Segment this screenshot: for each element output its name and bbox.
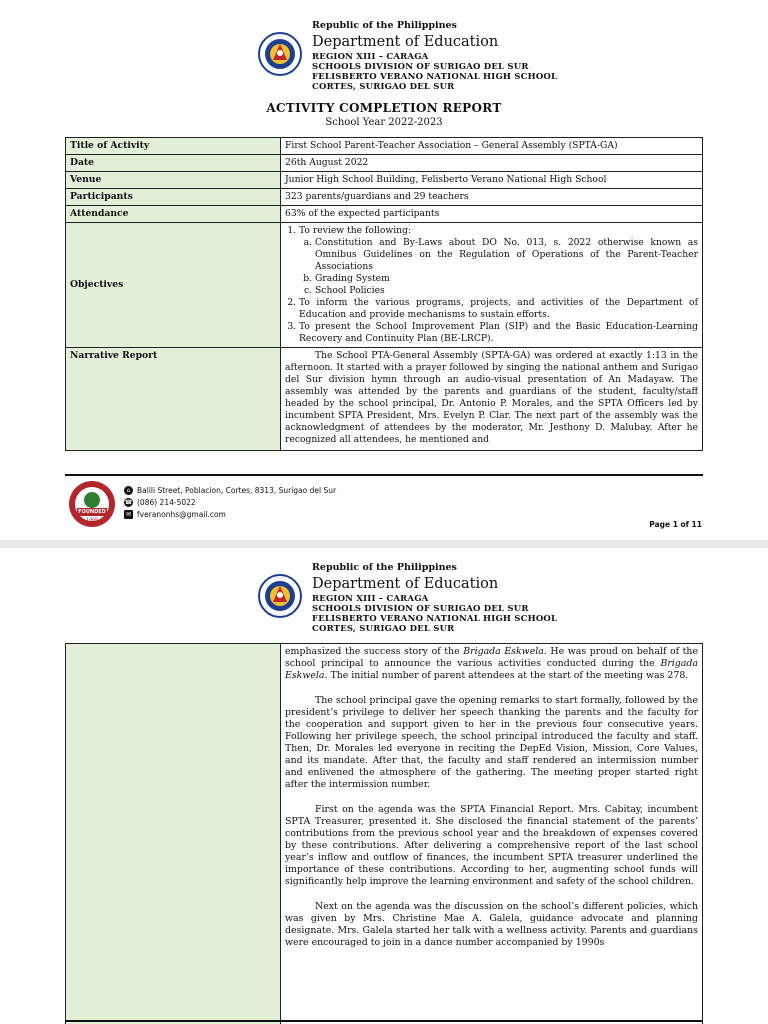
- division-label: SCHOOLS DIVISION OF SURIGAO DEL SUR: [312, 62, 529, 72]
- sub-objectives-list: [299, 237, 698, 297]
- document-page-2: [0, 548, 768, 1024]
- objectives-label: Objectives: [66, 223, 281, 348]
- narrative-paragraph: emphasized the success story of the Brigada Eskwela. He was proud on behalf of the school principal to announce the various activities conducted during the Brigada Eskwela. The initial number of parent attendees at the start of the meeting was 278.: [285, 646, 699, 681]
- table-row: [66, 223, 703, 348]
- table-row: [66, 172, 703, 189]
- school-logo-icon: [68, 480, 116, 528]
- table-row: [66, 206, 703, 223]
- list-item: c. School Policies: [315, 285, 698, 297]
- footer-divider: [65, 1020, 703, 1022]
- address-line: [124, 484, 336, 496]
- title-label: Title of Activity: [66, 138, 281, 155]
- attendance-label: Attendance: [66, 206, 281, 223]
- list-item: 2. To inform the various programs, projects, and activities of the Department of Education and provide mechanisms to sustain efforts.: [299, 297, 698, 321]
- list-item: 3. To present the School Improvement Plan (SIP) and the Basic Education-Learning Recovery and Continuity Plan (BE-LRCP).: [299, 321, 698, 345]
- phone-icon: ☎: [124, 498, 133, 506]
- home-icon: ⌂: [124, 486, 133, 495]
- phone-line: [124, 496, 336, 508]
- narrative-paragraph: The school principal gave the opening remarks to start formally, followed by the president’s privilege to deliver her speech thanking the parents and the faculty for the cooperation and support given to her in the previous four consecutive years. Following her privilege speech, the school principal introduced the faculty and staff. Then, Dr. Morales led everyone in reciting the DepEd Vision, Mission, Core Values, and its mandate. After that, the faculty and staff rendered an intermission number and enlivened the atmosphere of the gathering. The meeting proper started right after the intermission number.: [285, 695, 698, 790]
- narrative-value: [281, 348, 703, 451]
- school-year: School Year 2022-2023: [325, 117, 443, 128]
- narrative-paragraph: The School PTA-General Assembly (SPTA-GA) was ordered at exactly 1:13 in the afternoon. It started with a prayer followed by singing the national anthem and Surigao del Sur division hymn through an audio-visual presentation of An Madayaw. The assembly was attended by the parents and guardians of the student, faculty/staff headed by the school principal, Dr. Antonio P. Morales, and the SPTA Officers led by incumbent SPTA President, Mrs. Evelyn P. Clar. The next part of the assembly was the acknowledgment of attendees by the moderator, Mr. Jesthony D. Malubay. After he recognized all attendees, he mentioned and: [285, 350, 698, 445]
- list-item: b. Grading System: [315, 273, 698, 285]
- report-table: [65, 137, 703, 451]
- division-label: SCHOOLS DIVISION OF SURIGAO DEL SUR: [312, 604, 529, 614]
- venue-value: Junior High School Building, Felisberto Verano National High School: [281, 172, 703, 189]
- address-text: Balili Street, Poblacion, Cortes, 8313, Surigao del Sur: [137, 485, 337, 495]
- page-number: Page 1 of 11: [649, 520, 702, 529]
- email-text[interactable]: fveranonhs@gmail.com: [137, 509, 226, 519]
- phone-text: (086) 214-5022: [137, 497, 196, 507]
- deped-seal-icon: [258, 574, 302, 618]
- republic-label: Republic of the Philippines: [312, 20, 457, 31]
- table-row: [66, 138, 703, 155]
- logo-year-text: 1969: [86, 518, 98, 523]
- region-label: REGION XIII – CARAGA: [312, 52, 429, 62]
- table-row: [66, 155, 703, 172]
- date-label: Date: [66, 155, 281, 172]
- participants-value: 323 parents/guardians and 29 teachers: [281, 189, 703, 206]
- table-row: [66, 189, 703, 206]
- continuation-table: [65, 643, 703, 1024]
- narrative-paragraph: Next on the agenda was the discussion on the school’s different policies, which was given by Mrs. Christine Mae A. Galela, guidance advocate and planning designate. Mrs. Galela started her talk with a wellness activity. Parents and guardians were encouraged to join in a dance number accompanied by 1990s: [285, 901, 698, 948]
- objectives-list: [285, 225, 698, 345]
- email-line: [124, 508, 336, 520]
- republic-label: Republic of the Philippines: [312, 562, 457, 573]
- region-label: REGION XIII – CARAGA: [312, 594, 429, 604]
- venue-label: Venue: [66, 172, 281, 189]
- objective-text: To review the following:: [299, 225, 412, 236]
- table-row: [66, 644, 703, 1024]
- narrative-continuation: [281, 644, 703, 1024]
- title-value: First School Parent-Teacher Association – General Assembly (SPTA-GA): [281, 138, 703, 155]
- mail-icon: ✉: [125, 510, 132, 518]
- logo-founded-text: FOUNDED: [78, 509, 106, 515]
- narrative-label: Narrative Report: [66, 348, 281, 451]
- footer-divider: [65, 474, 703, 476]
- date-value: 26th August 2022: [281, 155, 703, 172]
- location-label: CORTES, SURIGAO DEL SUR: [312, 82, 455, 92]
- department-name: Department of Education: [312, 34, 499, 50]
- contact-block: [124, 484, 336, 520]
- objectives-value: [281, 223, 703, 348]
- school-label: FELISBERTO VERANO NATIONAL HIGH SCHOOL: [312, 614, 558, 624]
- table-row: [66, 348, 703, 451]
- list-item: [299, 225, 698, 297]
- narrative-paragraph: First on the agenda was the SPTA Financial Report. Mrs. Cabitay, incumbent SPTA Treasurer, presented it. She disclosed the financial statement of the parents’ contributions from the previous school year and the breakdown of expenses covered by these contributions. After delivering a comprehensive report of the last school year’s inflow and outflow of finances, the incumbent SPTA treasurer underlined the importance of these contributions. According to her, augmenting school funds will significantly help improve the learning environment and safety of the school children.: [285, 804, 698, 887]
- attendance-value: 63% of the expected participants: [281, 206, 703, 223]
- list-item: a. Constitution and By-Laws about DO No. 013, s. 2022 otherwise known as Omnibus Guidelines on the Regulation of Operations of the Parent-Teacher Associations: [315, 237, 698, 273]
- participants-label: Participants: [66, 189, 281, 206]
- department-name: Department of Education: [312, 576, 499, 592]
- deped-seal-icon: [258, 32, 302, 76]
- school-label: FELISBERTO VERANO NATIONAL HIGH SCHOOL: [312, 72, 558, 82]
- location-label: CORTES, SURIGAO DEL SUR: [312, 624, 455, 634]
- report-title: ACTIVITY COMPLETION REPORT: [266, 101, 502, 115]
- continuation-label-cell: [66, 644, 281, 1024]
